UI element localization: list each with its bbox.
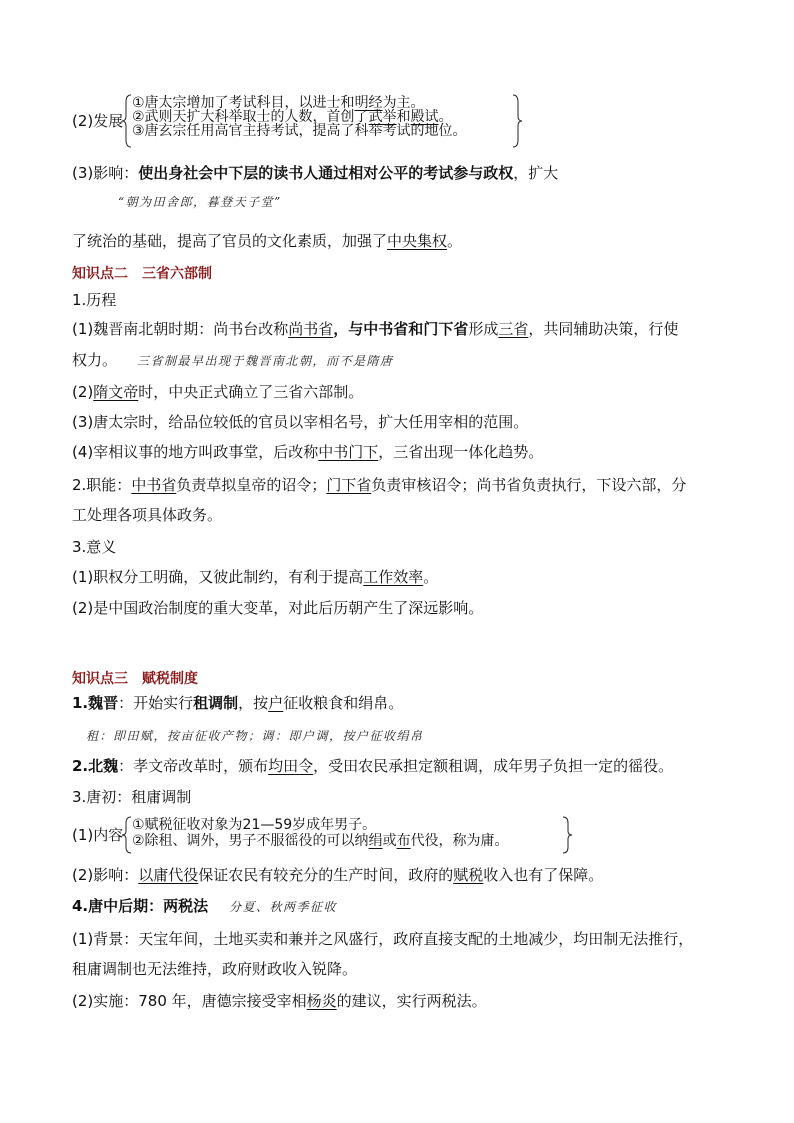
content-item-2: ②除租、调外，男子不服徭役的可以纳绢或布代役，称为庸。 [132,833,509,849]
development-label: (2)发展 [72,112,124,130]
duty-line-2: 工处理各项具体政务。 [72,506,223,524]
impact-note: “朝为田舍郎，暮登天子堂” [118,195,282,209]
section-heading-2: 知识点二 三省六部制 [72,266,212,282]
bei-wei-line: 2.北魏：孝文帝改革时，颁布均田令，受田农民承担定额租调，成年男子负担一定的徭役。 [72,757,674,775]
right-brace-icon [512,94,522,148]
late-tang-title: 4.唐中后期：两税法 [72,897,209,915]
content-label: (1)内容 [72,826,124,844]
implementation-line: (2)实施：780 年，唐德宗接受宰相杨炎的建议，实行两税法。 [72,992,487,1010]
impact-line: (3)影响：使出身社会中下层的读书人通过相对公平的考试参与政权，扩大 [72,164,559,182]
impact-line-2: 了统治的基础，提高了官员的文化素质，加强了中央集权。 [72,232,463,250]
meaning-item-2: (2)是中国政治制度的重大变革，对此后历朝产生了深远影响。 [72,599,484,617]
history-note: 三省制最早出现于魏晋南北朝，而不是隋唐 [137,354,394,368]
content-brace-group [72,814,572,858]
right-brace-icon [562,816,572,854]
left-brace-icon [122,816,132,854]
development-item-2: ②武则天扩大科举取士的人数，首创了武举和殿试。 [132,109,453,125]
background-line-2: 租庸调制也无法维持，政府财政收入锐降。 [72,960,358,978]
effect-line: (2)影响：以庸代役保证农民有较充分的生产时间，政府的赋税收入也有了保障。 [72,866,604,884]
history-item-4: (4)宰相议事的地方叫政事堂，后改称中书门下，三省出现一体化趋势。 [72,443,544,461]
development-item-3: ③唐玄宗任用高官主持考试，提高了科举考试的地位。 [132,123,467,139]
meaning-item-1: (1)职权分工明确，又彼此制约，有利于提高工作效率。 [72,568,439,586]
section-heading-3: 知识点三 赋税制度 [72,671,198,687]
tang-early-title: 3.唐初：租庸调制 [72,788,192,806]
left-brace-icon [122,94,132,148]
wei-jin-line: 1.魏晋：开始实行租调制，按户征收粮食和绢帛。 [72,694,404,712]
content-item-1: ①赋税征收对象为21—59岁成年男子。 [132,817,377,833]
duty-line: 2.职能：中书省负责草拟皇帝的诏令；门下省负责审核诏令；尚书省负责执行，下设六部，分 [72,476,687,494]
history-item-3: (3)唐太宗时，给品位较低的官员以宰相名号，扩大任用宰相的范围。 [72,413,529,431]
wei-jin-note: 租：即田赋，按亩征收产物；调：即户调，按户征收绢帛 [86,729,424,743]
history-title: 1.历程 [72,291,117,309]
late-tang-note: 分夏、秋两季征收 [229,900,338,914]
development-brace-group [72,92,532,152]
history-item-1-line-2: 权力。 [72,351,118,369]
history-item-2: (2)隋文帝时，中央正式确立了三省六部制。 [72,383,364,401]
history-item-1: (1)魏晋南北朝时期：尚书台改称尚书省，与中书省和门下省形成三省，共同辅助决策，行使 [72,320,679,338]
development-items [132,96,467,138]
development-item-1: ①唐太宗增加了考试科目，以进士和明经为主。 [132,95,425,111]
background-line: (1)背景：天宝年间，土地买卖和兼并之风盛行，政府直接支配的土地减少，均田制无法推行， [72,930,694,948]
content-items [132,818,509,850]
meaning-title: 3.意义 [72,538,117,556]
